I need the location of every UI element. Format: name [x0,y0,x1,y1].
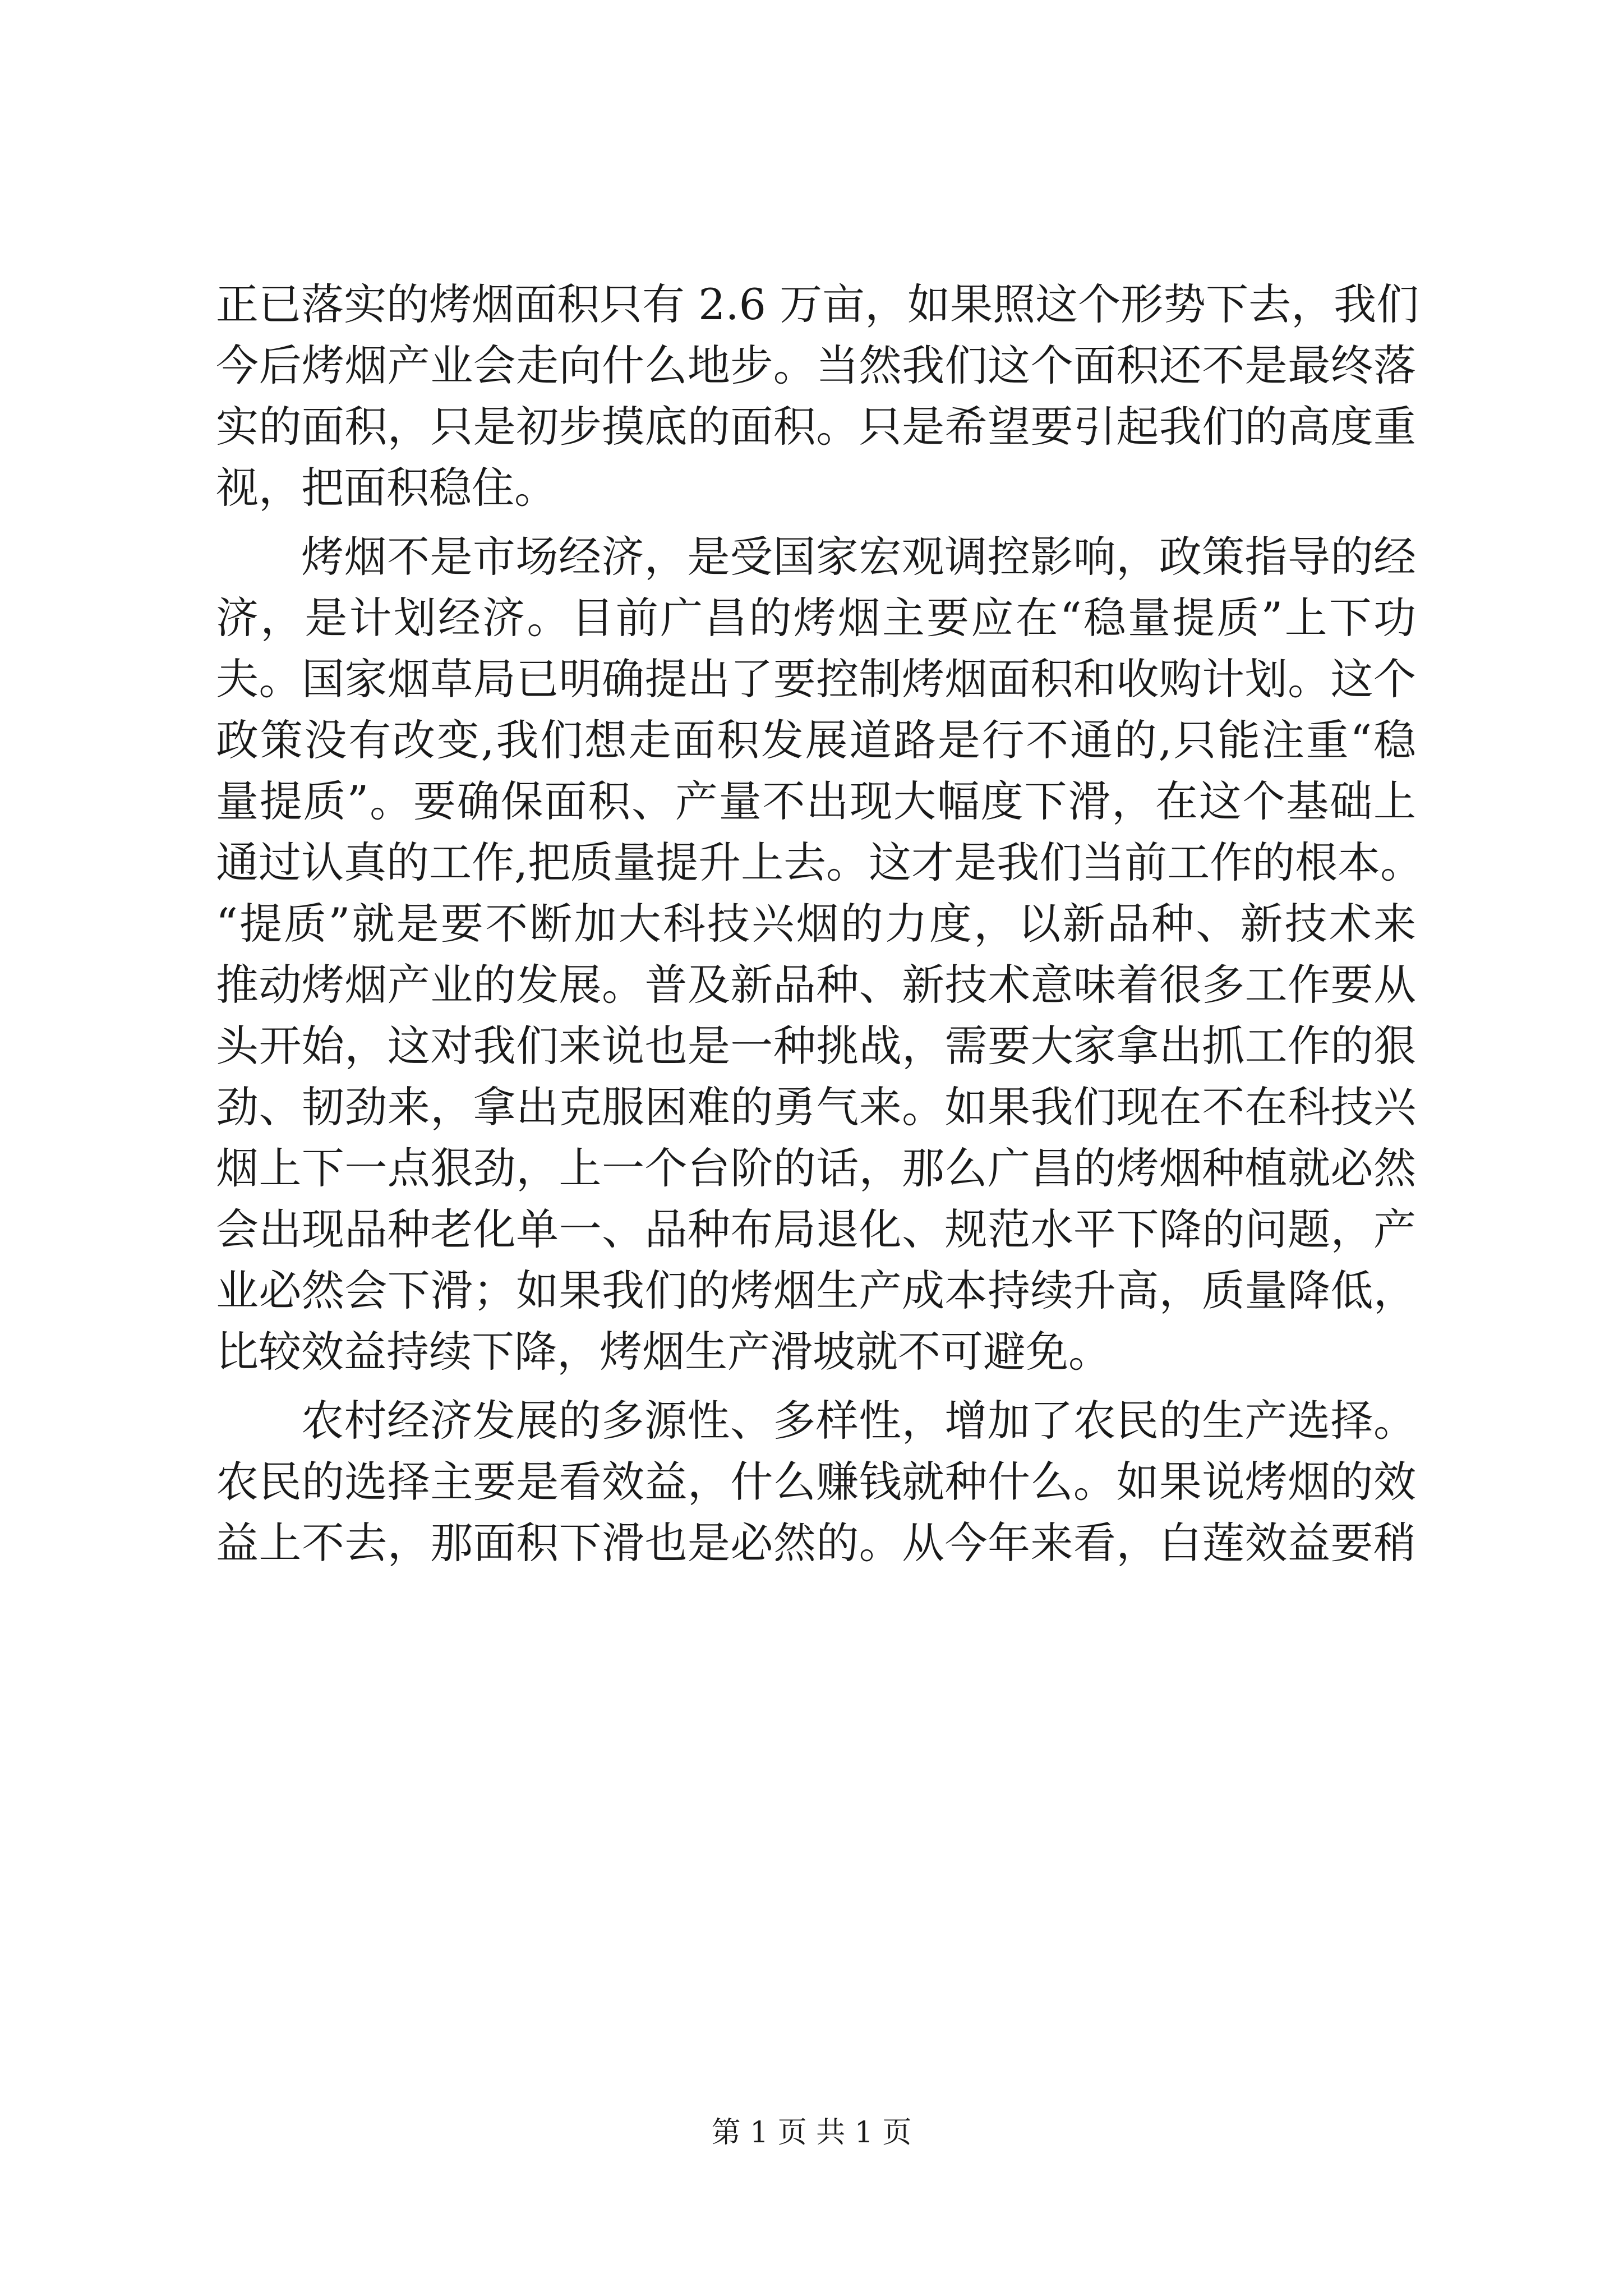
text-line: 济，是计划经济。目前广昌的烤烟主要应在“稳量提质”上下功 [216,593,1416,643]
text-line: 会出现品种老化单一、品种布局退化、规范水平下降的问题，产 [216,1204,1416,1254]
text-line: 比较效益持续下降，烤烟生产滑坡就不可避免。 [216,1327,1111,1377]
paragraph-1 [216,274,1419,518]
text-line: 推动烤烟产业的发展。普及新品种、新技术意味着很多工作要从 [216,960,1416,1010]
paragraph-spacer [216,1382,1416,1390]
text-line: 实的面积，只是初步摸底的面积。只是希望要引起我们的高度重 [216,402,1416,452]
text-line: 业必然会下滑；如果我们的烤烟生产成本持续升高，质量降低， [216,1266,1416,1315]
text-line: 夫。国家烟草局已明确提出了要控制烤烟面积和收购计划。这个 [216,654,1416,704]
text-line: 头开始，这对我们来说也是一种挑战，需要大家拿出抓工作的狠 [216,1021,1416,1071]
text-line: 今后烤烟产业会走向什么地步。当然我们这个面积还不是最终落 [216,341,1416,390]
text-line: 烤烟不是市场经济，是受国家宏观调控影响，政策指导的经 [301,532,1416,582]
document-body [216,274,1423,1573]
paragraph-3 [216,1390,1416,1573]
text-line: 农民的选择主要是看效益，什么赚钱就种什么。如果说烤烟的效 [216,1457,1416,1507]
text-line: 视，把面积稳住。 [216,463,557,513]
text-line: 政策没有改变,我们想走面积发展道路是行不通的,只能注重“稳 [216,715,1416,765]
text-line: 通过认真的工作,把质量提升上去。这才是我们当前工作的根本。 [216,838,1423,887]
text-line: 益上不去，那面积下滑也是必然的。从今年来看，白莲效益要稍 [216,1518,1416,1568]
text-line: 烟上下一点狠劲，上一个台阶的话，那么广昌的烤烟种植就必然 [216,1143,1416,1193]
text-line: 劲、韧劲来，拿出克服困难的勇气来。如果我们现在不在科技兴 [216,1082,1416,1132]
paragraph-spacer [216,518,1416,526]
text-line: 正已落实的烤烟面积只有 2.6 万亩，如果照这个形势下去，我们 [216,279,1419,329]
page-footer: 第 1 页 共 1 页 [711,2116,912,2150]
paragraph-2 [216,526,1423,1382]
text-line: 量提质”。要确保面积、产量不出现大幅度下滑，在这个基础上 [216,776,1416,826]
text-line: “提质”就是要不断加大科技兴烟的力度，以新品种、新技术来 [216,899,1416,949]
text-line: 农村经济发展的多源性、多样性，增加了农民的生产选择。 [301,1396,1416,1446]
